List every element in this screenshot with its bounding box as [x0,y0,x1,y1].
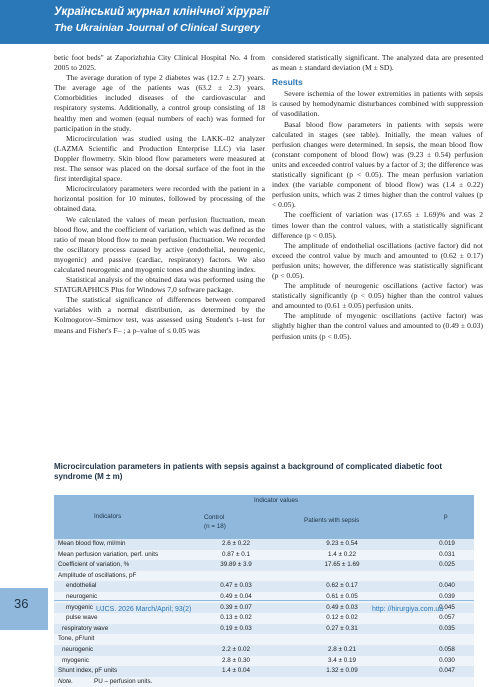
table-row [54,550,474,561]
header-indicators: Indicators [94,513,122,520]
row-sepsis: 17.65 ± 1.69 [324,561,360,569]
row-label: endothelial [66,582,97,590]
row-p: 0.025 [439,561,455,569]
row-sepsis: 9.23 ± 0.54 [326,540,358,547]
row-sepsis: 1.4 ± 0.22 [328,550,356,558]
row-p: 0.035 [439,624,455,632]
table-row [54,560,474,571]
table-row [54,666,474,677]
row-control: 0.87 ± 0.1 [222,550,250,558]
left-paragraph: The statistical significance of differences between compared variables with a normal distribution, as determined by the Kolmogorov–Smirnov test, was assessed using Student's t–test for means and Fisher's F– ; a p–value of ≤ 0.05 was [54,295,265,335]
table-title: Microcirculation parameters in patients with sepsis against a background of complicated diabetic foot syndrome (M ± m) [54,462,443,481]
right-paragraph: Basal blood flow parameters in patients with sepsis were calculated in stages (see table). Initially, the mean values of perfusion changes were determined. In sepsis, the mean blood flow (constant component of blood flow) was (9.23 ± 0.54) perfusion units and exceeded control values by a factor of 3; the difference was statistically significant (p < 0.05). The mean perfusion variation index (the variable component of blood flow) was (1.4 ± 0.22) perfusion units, which was 2 times higher than the control values (p < 0.05). [272,119,483,210]
table-row [54,656,474,667]
row-sepsis: 0.49 ± 0.03 [326,603,358,611]
row-sepsis: 0.62 ± 0.17 [326,582,358,590]
row-label: neurogenic [66,592,98,600]
row-label: Tone, pF/unit [58,635,95,643]
left-paragraph: Microcirculatory parameters were recorded with the patient in a horizontal position for 10 minutes, followed by processing of the obtained data. [54,184,265,214]
results-heading: Results [272,77,303,88]
row-control: 0.19 ± 0.03 [220,624,252,632]
row-p: 0.045 [439,603,455,611]
row-label: Mean perfusion variation, perf. units [58,550,159,558]
row-label: myogenic [66,603,93,611]
journal-title-en: The Ukrainian Journal of Clinical Surgery [54,22,260,34]
row-control: 1.4 ± 0.04 [222,667,250,675]
row-control: 0.13 ± 0.02 [220,614,252,622]
right-paragraph: Severe ischemia of the lower extremities in patients with sepsis is caused by hemodynamic disturbances combined with suppression of vasodilation. [272,89,483,119]
left-paragraph: Microcirculation was studied using the LAKK–02 analyzer (LAZMA Scientific and Production Enterprise LLC) via laser Doppler flowmetry. Skin blood flow parameters were measured at rest. The sensor was placed on the dorsal surface of the foot in the first interdigital space. [54,133,265,184]
table-row [54,571,474,582]
row-sepsis: 0.12 ± 0.02 [326,614,358,622]
row-control: 2.2 ± 0.02 [222,645,250,653]
header-control-n: (n = 18) [204,523,226,530]
row-p: 0.047 [439,667,455,675]
row-p: 0.031 [439,550,455,558]
row-control: 2.8 ± 0.30 [222,656,250,664]
header-p: p [444,513,448,520]
row-sepsis: 0.27 ± 0.31 [326,624,358,632]
row-label: Coefficient of variation, % [58,561,130,569]
table-row [54,645,474,656]
row-p: 0.058 [439,645,455,653]
right-paragraph: The coefficient of variation was (17.65 ± 1.69)% and was 2 times lower than the control values, with a statistically significant difference (p < 0.05). [272,210,483,240]
row-control: 2.6 ± 0.22 [222,540,250,547]
table-note-label: Note. [58,677,74,685]
table-row [54,539,474,550]
row-sepsis: 3.4 ± 0.19 [328,656,356,664]
row-label: myogenic [62,656,89,664]
row-control: 39.89 ± 3.9 [220,561,252,569]
row-sepsis: 1.32 ± 0.09 [326,667,358,675]
table-note-text: PU – perfusion units. [94,677,153,685]
header-indicator-values: Indicator values [254,497,299,504]
right-column [272,53,483,342]
row-sepsis: 0.61 ± 0.05 [326,592,358,600]
right-paragraph-intro: considered statistically significant. The analyzed data are presented as mean ± standard deviation (M ± SD). [272,53,483,73]
left-paragraph: We calculated the values of mean perfusion fluctuation, mean blood flow, and the coefficient of variation, which was defined as the ratio of mean blood flow to mean perfusion fluctuation. We recorded the oscillatory process caused by active (endothelial, neurogenic, myogenic) and passive (cardiac, respiratory) factors. We also calculated neurogenic and myogenic tones and the shunting index. [54,214,265,274]
right-paragraph: The amplitude of endothelial oscillations (active factor) did not exceed the control value by much and amounted to (0.62 ± 0.17) perfusion units; however, the difference was statistically significant (p < 0.05). [272,240,483,280]
journal-header [0,0,489,44]
row-label: Shunt index, pF units [58,667,118,675]
row-label: Amplitude of oscillations, pF [58,571,137,579]
table-note-row [54,677,474,687]
page-number-box [0,588,48,630]
footer-url[interactable]: http: //hirurgiya.com.ua [372,606,444,613]
footer-citation: UJCS. 2026 March/April; 93(2) [96,606,192,613]
left-paragraph: betic foot beds" at Zaporizhzhia City Clinical Hospital No. 4 from 2005 to 2025. [54,53,265,73]
page-number: 36 [14,596,29,611]
row-label: neurogenic [62,645,94,653]
row-control: 0.39 ± 0.07 [220,603,252,611]
right-paragraph: The amplitude of myogenic oscillations (active factor) was slightly higher than the control values and amounted to (0.49 ± 0.03) perfusion units (p < 0.05). [272,311,483,341]
row-p: 0.040 [439,582,455,590]
right-paragraph: The amplitude of neurogenic oscillations (active factor) was statistically significantly (p < 0.05) higher than the control values and amounted to (0.61 ± 0.05) perfusion units. [272,281,483,311]
left-paragraph: Statistical analysis of the obtained data was performed using the STATGRAPHICS Plus for Windows 7,0 software package. [54,275,265,295]
row-label: respiratory wave [62,624,109,632]
header-sepsis: Patients with sepsis [304,517,360,524]
journal-title-ua: Український журнал клінічної хірургії [54,6,269,18]
table-header [54,495,474,539]
row-control: 0.49 ± 0.04 [220,592,252,600]
page-footer [0,588,489,640]
row-sepsis: 2.8 ± 0.21 [328,645,356,653]
row-control: 0.47 ± 0.03 [220,582,252,590]
row-p: 0.030 [439,656,455,664]
row-label: Mean blood flow, ml/min [58,540,126,547]
row-p: 0.057 [439,614,455,622]
left-paragraph: The average duration of type 2 diabetes was (12.7 ± 2.7) years. The average age of the patients was (63.2 ± 2.3) years. Comorbidities included diseases of the cardiovascular and respiratory systems. Additionally, a control group consisting of 18 healthy men and women (equal numbers of each) was formed for participation in the study. [54,73,265,133]
footer-divider [54,600,474,601]
row-p: 0.019 [439,540,455,547]
row-p: 0.039 [439,592,455,600]
row-label: pulse wave [66,614,98,622]
header-control: Control [204,514,225,521]
left-column [54,53,265,336]
